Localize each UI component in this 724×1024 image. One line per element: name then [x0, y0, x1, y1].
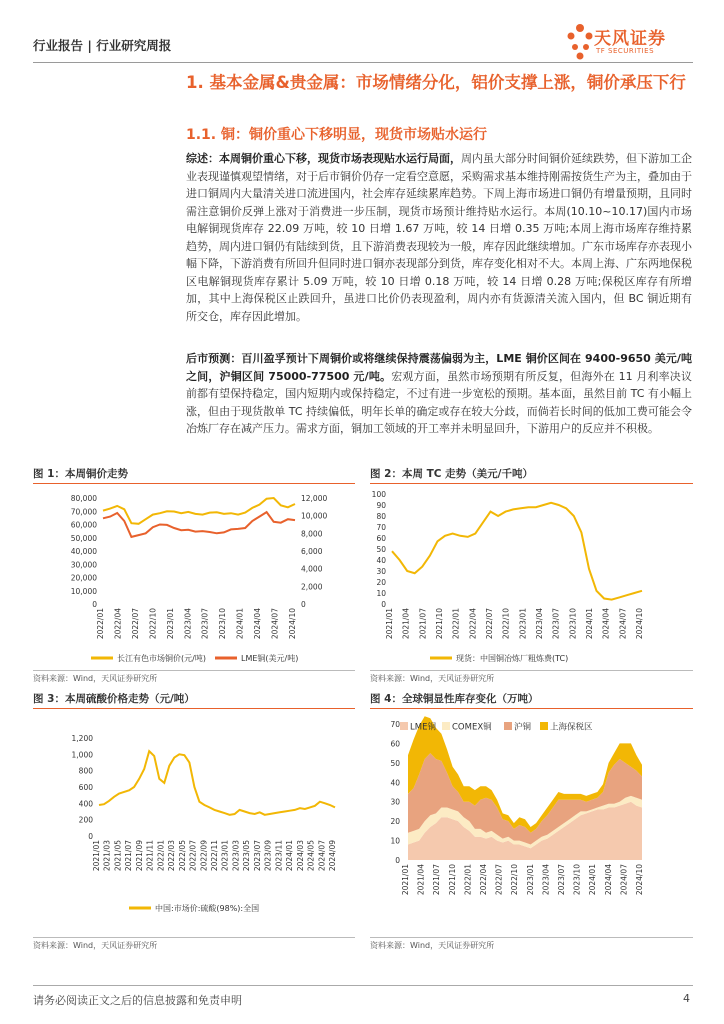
fig3-x-tick-label: 2024/07: [317, 840, 327, 872]
logo: [566, 22, 696, 66]
fig3-y-tick-label: 0: [88, 832, 93, 841]
fig3-series-acid: [99, 751, 335, 815]
fig1-right-y-tick-label: 2,000: [301, 582, 323, 592]
logo-text-en: TF SECURITIES: [596, 47, 655, 55]
fig4-x-tick-label: 2022/04: [479, 864, 488, 896]
fig3-x-tick-label: 2022/05: [177, 840, 187, 872]
fig2-bottom-rule: [370, 670, 693, 671]
fig4-x-tick-label: 2024/10: [635, 864, 644, 896]
fig4-y-tick-label: 40: [390, 778, 400, 788]
fig4-x-tick-label: 2024/04: [603, 864, 613, 896]
fig1-left-y-tick-label: 70,000: [70, 507, 97, 517]
fig1-x-tick-label: 2024/10: [288, 608, 297, 640]
fig2-source: 资料来源：Wind，天风证券研究所: [370, 674, 495, 683]
fig2-x-tick-label: 2023/01: [518, 608, 528, 640]
forecast-body: 宏观方面，虽然市场预期有所反复，但海外在 11 月利率决议前都有望保持稳定，国内短期内或保持稳定，不过有进一步宽松的预期。基本面，虽然目前 TC 有小幅上涨，但由于现货散单 TC 持续偏低，明年长单的确定或存在较大分歧，而倘若长时间的低加工费可能会令冶炼厂存在减产压力。需求方面，铜加工领域的开工率并未明显回升，下游用户的反应并不积极。: [186, 369, 692, 435]
fig1-rule: [33, 483, 355, 484]
fig2-y-tick-label: 40: [376, 556, 386, 565]
fig1-left-y-tick-label: 80,000: [70, 494, 97, 503]
fig3-x-tick-label: 2021/11: [145, 840, 155, 872]
fig4-legend-label: 沪铜: [514, 722, 532, 733]
fig1-s1-legend-label: LME铜(美元/吨): [241, 654, 299, 663]
fig2-s0-legend-label: 现货：中国铜冶炼厂粗炼费(TC): [456, 654, 569, 663]
fig2-x-tick-label: 2023/10: [568, 608, 578, 640]
fig3-y-tick-label: 600: [78, 783, 93, 792]
logo-mark-icon: [566, 22, 594, 62]
fig3-y-tick-label: 1,000: [71, 750, 93, 760]
fig3-x-tick-label: 2022/03: [167, 840, 177, 872]
fig2-y-tick-label: 90: [376, 501, 386, 510]
fig1-chart: [33, 486, 355, 666]
fig3-x-tick-label: 2021/07: [124, 840, 134, 872]
fig1-left-y-tick-label: 0: [92, 600, 97, 609]
fig4-x-tick-label: 2022/07: [494, 864, 504, 896]
fig1-x-tick-label: 2023/01: [165, 608, 175, 640]
fig4-x-tick-label: 2022/01: [463, 864, 473, 896]
fig2-y-tick-label: 30: [376, 567, 386, 576]
fig3-rule: [33, 708, 355, 709]
fig4-legend-swatch: [442, 722, 450, 730]
fig3-x-tick-label: 2024/03: [295, 840, 305, 872]
fig4-chart: [370, 712, 693, 934]
fig1-right-y-tick-label: 10,000: [301, 511, 328, 521]
fig4-legend-label: 上海保税区: [550, 722, 593, 733]
fig2-x-tick-label: 2021/10: [435, 608, 444, 640]
fig4-x-tick-label: 2021/10: [447, 864, 457, 896]
fig3-x-tick-label: 2023/05: [242, 840, 252, 872]
report-category: 行业报告 | 行业研究周报: [33, 38, 172, 53]
section-heading: 1. 基本金属&贵金属：市场情绪分化，铝价支撑上涨，铜价承压下行: [186, 73, 686, 92]
fig2-x-tick-label: 2021/04: [401, 608, 411, 640]
fig2-y-tick-label: 60: [376, 534, 386, 543]
fig4-x-tick-label: 2022/10: [510, 864, 520, 896]
subsection-heading: 1.1. 铜：铜价重心下移明显，现货市场贴水运行: [186, 127, 487, 143]
fig3-bottom-rule: [33, 937, 355, 938]
fig1-left-y-tick-label: 40,000: [70, 547, 97, 556]
fig2-y-tick-label: 10: [376, 589, 386, 598]
fig1-left-y-tick-label: 30,000: [70, 560, 97, 570]
fig1-x-tick-label: 2024/01: [235, 608, 245, 640]
fig3-x-tick-label: 2021/05: [113, 840, 123, 872]
fig2-x-tick-label: 2024/04: [601, 608, 611, 640]
fig3-x-tick-label: 2023/09: [263, 840, 273, 872]
fig4-legend-swatch: [504, 722, 512, 730]
fig1-left-y-tick-label: 10,000: [70, 586, 97, 596]
fig4-rule: [370, 708, 693, 709]
fig2-x-tick-label: 2022/01: [451, 608, 461, 640]
fig1-x-tick-label: 2024/07: [270, 608, 280, 640]
fig2-x-tick-label: 2024/07: [618, 608, 628, 640]
fig1-x-tick-label: 2023/10: [218, 608, 228, 640]
fig2-x-tick-label: 2021/07: [418, 608, 428, 640]
fig1-x-tick-label: 2022/04: [113, 608, 123, 640]
fig3-x-tick-label: 2022/11: [210, 840, 219, 872]
fig4-title: 图 4：全球铜显性库存变化（万吨）: [370, 693, 539, 705]
fig2-x-tick-label: 2024/10: [635, 608, 644, 640]
fig3-y-tick-label: 1,200: [71, 734, 93, 743]
fig3-x-tick-label: 2024/01: [285, 840, 295, 872]
fig1-x-tick-label: 2022/10: [148, 608, 158, 640]
fig3-x-tick-label: 2021/03: [102, 840, 112, 872]
page-number: 4: [683, 992, 690, 1005]
fig4-x-tick-label: 2023/04: [541, 864, 551, 896]
fig1-series-lme: [103, 512, 295, 537]
fig2-y-tick-label: 100: [371, 490, 386, 499]
fig4-x-tick-label: 2024/01: [588, 864, 598, 896]
fig4-x-tick-label: 2023/10: [572, 864, 582, 896]
footer-divider: [33, 985, 693, 986]
fig1-left-y-tick-label: 50,000: [70, 533, 97, 543]
fig2-rule: [370, 483, 693, 484]
fig2-x-tick-label: 2023/04: [535, 608, 544, 640]
fig2-y-tick-label: 50: [376, 545, 386, 554]
summary-body: 周内虽大部分时间铜价延续跌势，但下游加工企业表现谨慎观望情绪，对于后市铜价仍存一定看空意愿，采购需求基本维持刚需按货生产为主，叠加由于进口铜周内大量清关进口流进国内，社会库存延续累库趋势。下周上海市场进口铜仍有增量预期，且同时需注意铜价反弹上涨对于消费进一步压制，现货市场预计维持贴水运行。本周(10.10~10.17)国内市场电解铜现货库存 22.09 万吨，较 10 日增 1.67 万吨，较 14 日增 0.35 万吨;本周上海市场库存维持累趋势，周内进口铜仍有陆续到货，且下游消费表现较为一般，库存因此继续增加。广东市场库存亦表现小幅下降，下游消费有所回升但同时进口铜亦表现部分到货，库存变化相对不大。本周上海、广东两地保税区电解铜现货库存累计 5.09 万吨，较 10 日增 0.18 万吨，较 14 日增 0.28 万吨;保税区库存有所增加，其中上海保税区止跌回升，虽进口比价仍表现盈利，周内亦有货源清关流入国内，但 BC 铜近期有所交仓，库存因此增加。: [186, 152, 692, 323]
fig1-bottom-rule: [33, 670, 355, 671]
fig1-x-tick-label: 2022/01: [96, 608, 105, 640]
fig4-legend-swatch: [540, 722, 548, 730]
fig3-y-tick-label: 400: [78, 799, 93, 809]
fig2-y-tick-label: 20: [376, 578, 386, 587]
fig3-x-tick-label: 2022/07: [188, 840, 198, 872]
footer-disclaimer: 请务必阅读正文之后的信息披露和免责申明: [33, 994, 242, 1007]
fig2-x-tick-label: 2024/01: [585, 608, 594, 640]
fig2-x-tick-label: 2023/07: [551, 608, 561, 640]
fig3-x-tick-label: 2023/01: [220, 840, 230, 872]
fig2-y-tick-label: 0: [381, 600, 386, 609]
fig1-series-changjiang: [103, 498, 295, 524]
fig2-title: 图 2：本周 TC 走势（美元/千吨）: [370, 468, 533, 480]
fig4-y-tick-label: 30: [390, 797, 400, 807]
fig1-x-tick-label: 2022/07: [130, 608, 140, 640]
fig2-y-tick-label: 80: [376, 512, 386, 521]
fig3-y-tick-label: 200: [78, 815, 93, 825]
fig4-y-tick-label: 60: [390, 739, 400, 749]
logo-text-cn: 天风证券: [594, 29, 666, 49]
fig2-y-tick-label: 70: [376, 523, 386, 532]
fig1-x-tick-label: 2023/07: [200, 608, 210, 640]
fig1-s0-legend-label: 长江有色市场铜价(元/吨): [117, 654, 206, 663]
fig3-s0-legend-label: 中国:市场价:硫酸(98%):全国: [155, 904, 260, 913]
fig2-x-tick-label: 2022/04: [468, 608, 478, 640]
fig1-right-y-tick-label: 0: [301, 600, 306, 609]
fig1-right-y-tick-label: 6,000: [301, 547, 323, 556]
forecast-lead: 后市预测：百川盈孚预计下周铜价或将继续保持震荡偏弱为主，LME 铜价区间在 9400-9650 美元/吨之间，沪铜区间 75000-77500 元/吨。: [186, 352, 692, 383]
fig3-x-tick-label: 2024/09: [328, 840, 337, 872]
summary-lead: 综述：本周铜价重心下移，现货市场表现贴水运行局面，: [186, 152, 461, 165]
fig4-x-tick-label: 2023/07: [557, 864, 566, 896]
fig4-y-tick-label: 0: [395, 856, 400, 865]
fig1-x-tick-label: 2024/04: [253, 608, 263, 640]
fig4-legend-label: COMEX铜: [452, 722, 492, 733]
fig1-right-y-tick-label: 4,000: [301, 564, 323, 574]
fig3-x-tick-label: 2022/09: [199, 840, 209, 872]
fig2-x-tick-label: 2022/10: [501, 608, 511, 640]
summary-paragraph: [186, 150, 692, 325]
fig2-x-tick-label: 2021/01: [385, 608, 394, 640]
fig3-x-tick-label: 2023/11: [274, 840, 284, 872]
fig1-left-y-tick-label: 20,000: [70, 573, 97, 583]
fig1-x-tick-label: 2023/04: [183, 608, 193, 640]
fig4-x-tick-label: 2021/01: [401, 864, 410, 896]
fig4-y-tick-label: 50: [390, 758, 400, 768]
fig4-x-tick-label: 2023/01: [525, 864, 535, 896]
fig1-left-y-tick-label: 60,000: [70, 520, 97, 530]
fig4-x-tick-label: 2021/07: [432, 864, 442, 896]
header-divider: [33, 62, 693, 63]
fig3-title: 图 3：本周硫酸价格走势（元/吨）: [33, 693, 195, 705]
fig3-source: 资料来源：Wind，天风证券研究所: [33, 941, 158, 950]
fig4-x-tick-label: 2024/07: [619, 864, 629, 896]
fig3-x-tick-label: 2021/01: [92, 840, 101, 872]
fig4-legend-swatch: [400, 722, 408, 730]
fig3-x-tick-label: 2022/01: [156, 840, 166, 872]
fig4-bottom-rule: [370, 937, 693, 938]
fig4-y-tick-label: 70: [390, 720, 400, 729]
fig2-x-tick-label: 2022/07: [485, 608, 494, 640]
fig2-chart: [370, 486, 693, 666]
fig3-y-tick-label: 800: [78, 766, 93, 776]
fig4-legend-label: LME铜: [410, 722, 436, 733]
fig3-chart: [33, 712, 355, 934]
fig1-right-y-tick-label: 8,000: [301, 529, 323, 539]
fig4-y-tick-label: 10: [390, 836, 400, 846]
fig3-x-tick-label: 2023/03: [231, 840, 241, 872]
fig1-right-y-tick-label: 12,000: [301, 494, 328, 503]
fig1-title: 图 1：本周铜价走势: [33, 468, 128, 480]
fig2-series-tc: [392, 503, 642, 600]
fig4-x-tick-label: 2021/04: [416, 864, 426, 896]
fig3-x-tick-label: 2023/07: [252, 840, 262, 872]
forecast-paragraph: [186, 350, 692, 438]
fig1-source: 资料来源：Wind，天风证券研究所: [33, 674, 158, 683]
fig3-x-tick-label: 2024/05: [306, 840, 316, 872]
fig3-x-tick-label: 2021/09: [134, 840, 144, 872]
fig4-source: 资料来源：Wind，天风证券研究所: [370, 941, 495, 950]
fig4-y-tick-label: 20: [390, 817, 400, 827]
